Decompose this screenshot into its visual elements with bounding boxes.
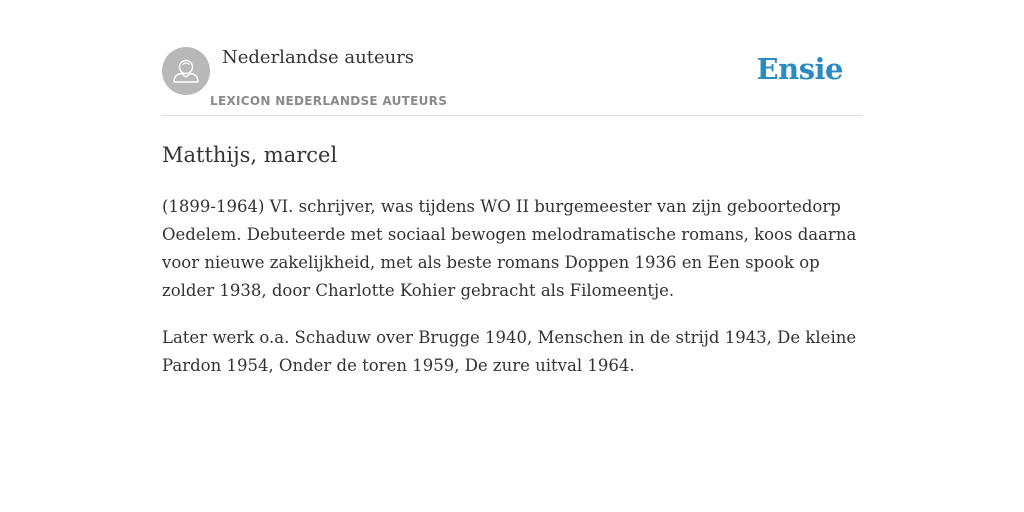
entry-paragraph: (1899-1964) VI. schrijver, was tijdens WO II burgemeester van zijn geboortedorp Oedelem. Debuteerde met sociaal bewogen melodramatische romans, koos daarna voor nieuwe zakelijkheid, met als beste romans Doppen 1936 en Een spook op zolder 1938, door Charlotte Kohier gebracht als Filomeentje. (162, 197, 857, 300)
author-link[interactable]: Nederlandse auteurs (222, 47, 415, 68)
ensie-logo[interactable]: Ensie (756, 52, 843, 86)
article-card (162, 0, 862, 380)
entry-header (162, 0, 862, 116)
lexicon-label: LEXICON NEDERLANDSE AUTEURS (210, 94, 448, 108)
entry-paragraph: Later werk o.a. Schaduw over Brugge 1940, Menschen in de strijd 1943, De kleine Pardon 1954, Onder de toren 1959, De zure uitval 1964. (162, 328, 857, 375)
entry-title: Matthijs, marcel (162, 143, 338, 167)
user-icon (162, 47, 210, 95)
author-avatar[interactable] (162, 47, 210, 95)
